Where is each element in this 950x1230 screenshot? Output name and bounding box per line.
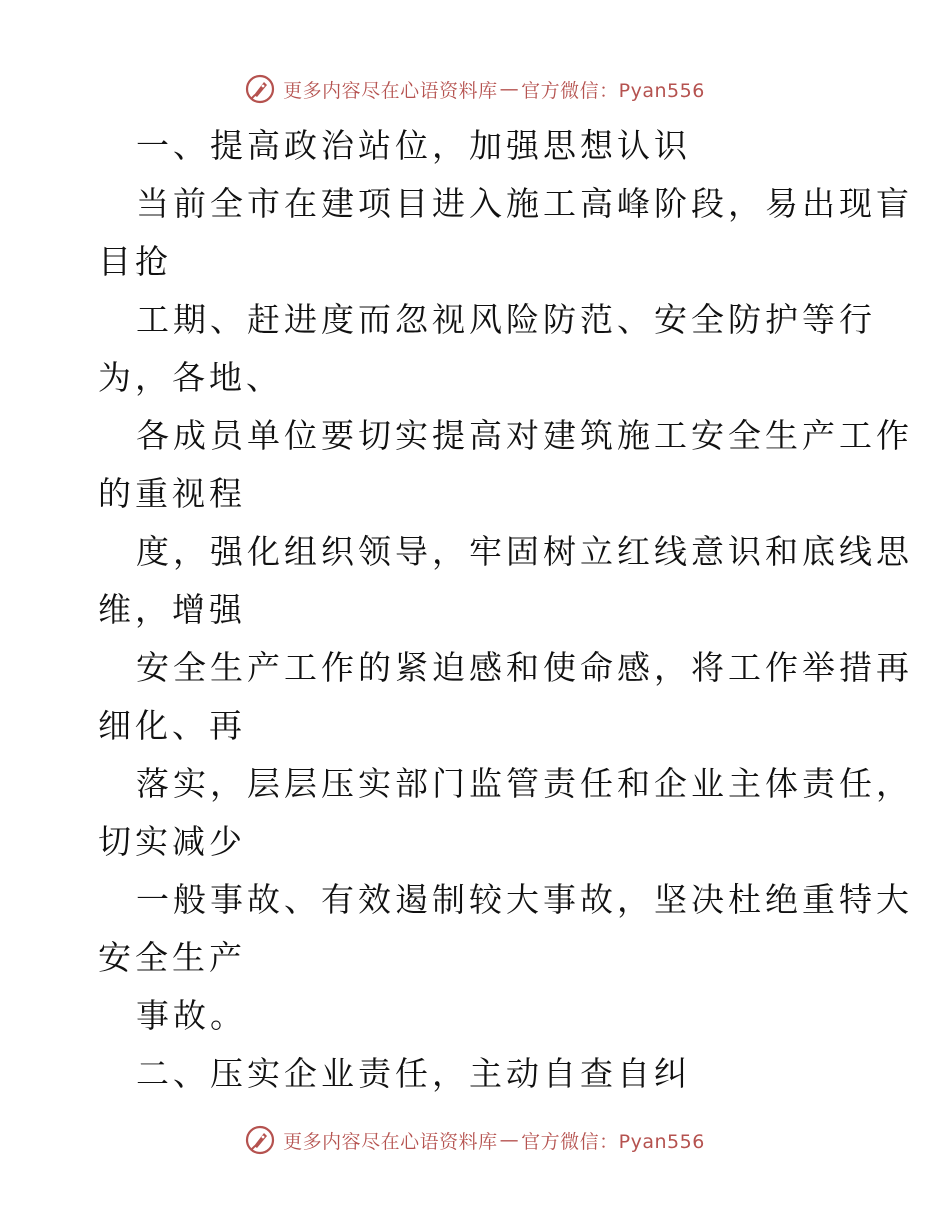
watermark-separator: — [499,78,520,100]
pen-nib-circle-icon [245,74,275,104]
text-line: 工期、赶进度而忽视风险防范、安全防护等行 [136,300,876,339]
text-line: 事故。 [136,996,247,1035]
text-line: 安全生产 [98,938,246,977]
text-line: 度，强化组织领导，牢固树立红线意识和底线思 [136,532,913,571]
header-watermark [0,71,950,107]
footer-watermark [0,1122,950,1158]
watermark-separator: — [499,1129,520,1151]
text-line: 为，各地、 [98,358,283,397]
text-line: 切实减少 [98,822,246,861]
text-line: 各成员单位要切实提高对建筑施工安全生产工作 [136,416,913,455]
text-line: 一、提高政治站位，加强思想认识 [136,126,691,165]
text-line: 当前全市在建项目进入施工高峰阶段，易出现盲 [136,184,913,223]
text-line: 细化、再 [98,706,246,745]
text-line: 一般事故、有效遏制较大事故，坚决杜绝重特大 [136,880,913,919]
text-line: 落实，层层压实部门监管责任和企业主体责任， [136,764,913,803]
pen-nib-circle-icon [245,1125,275,1155]
watermark-contact: 官方微信：Pyan556 [521,79,705,102]
watermark-text: 更多内容尽在心语资料库 [283,79,498,102]
text-line: 维，增强 [98,590,246,629]
watermark-text: 更多内容尽在心语资料库 [283,1130,498,1153]
text-line: 目抢 [98,242,172,281]
text-line: 二、压实企业责任，主动自查自纠 [136,1054,691,1093]
watermark-contact: 官方微信：Pyan556 [521,1130,705,1153]
text-line: 安全生产工作的紧迫感和使命感，将工作举措再 [136,648,913,687]
text-line: 的重视程 [98,474,246,513]
document-body [98,117,913,1103]
